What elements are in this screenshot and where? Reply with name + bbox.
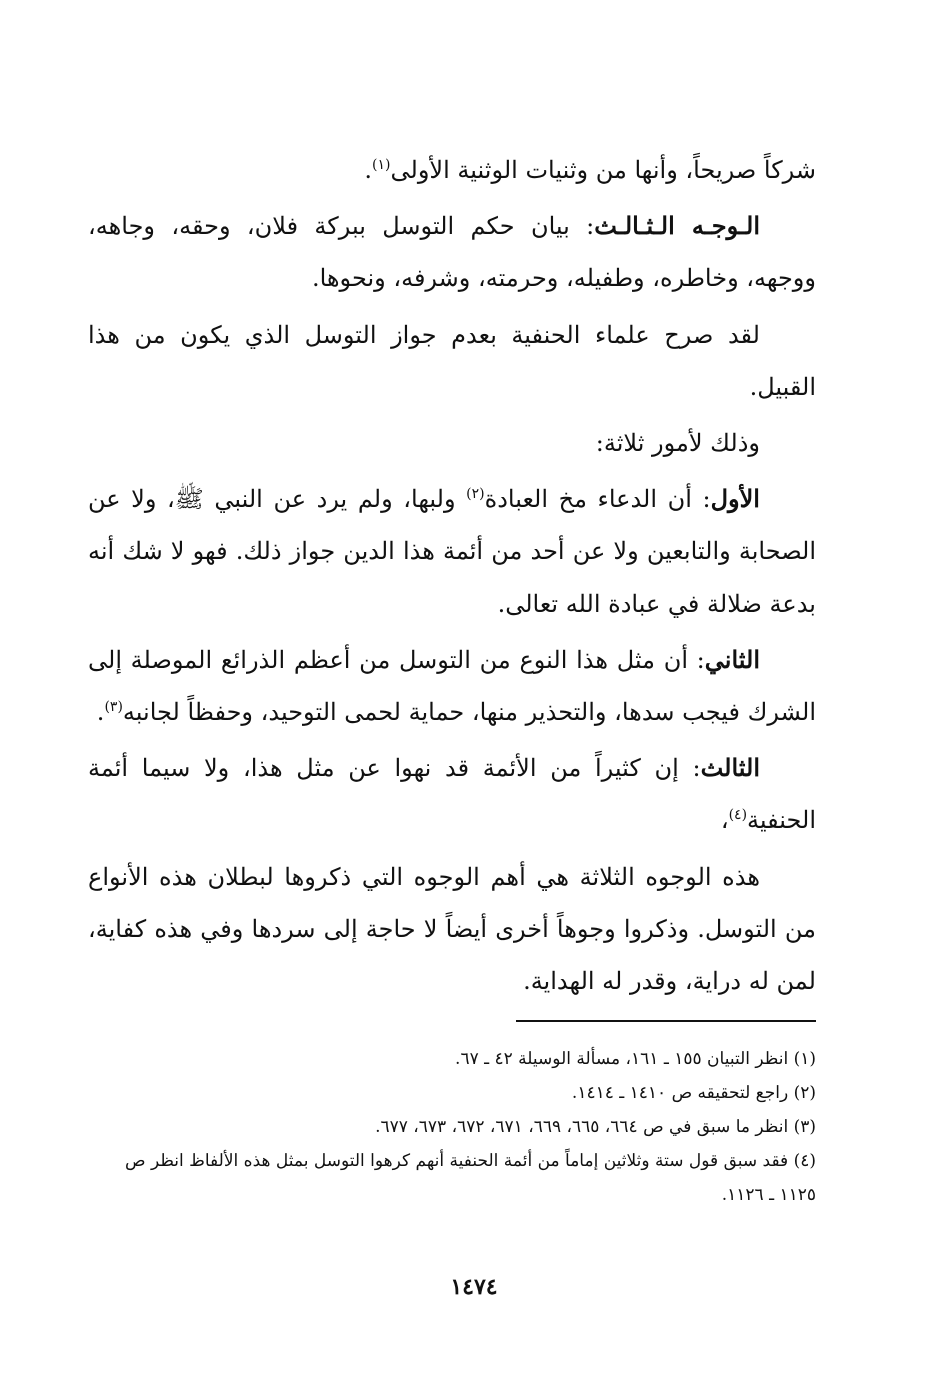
main-text [88,144,816,1007]
footnote-ref-4: (٤) [728,807,748,824]
text-segment: : أن مثل هذا النوع من التوسل من أعظم الذرائع الموصلة إلى الشرك فيجب سدها، والتحذير منها، حماية لحمى التوحيد، وحفظاً لجانبه [88,645,816,727]
text-segment: . [364,156,373,184]
text-segment: هذه الوجوه الثلاثة هي أهم الوجوه التي ذكروها لبطلان هذه الأنواع من التوسل. وذكروا وجوهاً أخرى أيضاً لا حاجة إلى سردها وفي هذه كفاية، لمن له دراية، وقدر له الهداية. [88,862,816,996]
footnote-ref-2: (٢) [466,486,485,503]
point-heading-first: الأول [710,484,760,514]
text-segment: : بيان حكم التوسل ببركة فلان، وحقه، وجاهه، ووجهه، وخاطره، وطفيله، وحرمته، وشرفه، ونحوها. [88,212,816,293]
text-segment: : أن الدعاء مخ العبادة [484,485,711,514]
paragraph-4 [88,417,816,469]
text-segment: . [96,698,105,727]
footnotes [88,1042,816,1212]
paragraph-7 [88,742,816,846]
footnote-1: (١) انظر التبيان ١٥٥ ـ ١٦١، مسألة الوسيلة ٤٢ ـ ٦٧. [455,1049,816,1069]
paragraph-5 [88,473,816,630]
section-heading-third-aspect: الـوجـه الـثـالـث [594,211,761,241]
paragraph-3 [88,309,816,413]
paragraph-1 [88,144,816,196]
footnote-ref-3: (٣) [104,699,123,716]
point-heading-second: الثاني [704,644,760,674]
page-number: ١٤٧٤ [450,1274,498,1300]
footnote-3: (٣) انظر ما سبق في ص ٦٦٤، ٦٦٥، ٦٦٩، ٦٧١، ٦٧٢، ٦٧٣، ٦٧٧. [375,1117,816,1137]
footnote-4: (٤) فقد سبق قول ستة وثلاثين إماماً من أئمة الحنفية أنهم كرهوا التوسل بمثل هذه الألفاظ انظر ص ١١٢٥ ـ ١١٢٦. [125,1151,816,1205]
footnote-2: (٢) راجع لتحقيقه ص ١٤١٠ ـ ١٤١٤. [571,1083,816,1103]
paragraph-6 [88,634,816,738]
footnote-ref-1: (١) [372,157,391,173]
footnote-divider [516,1020,816,1022]
text-segment: ولبها، ولم يرد عن النبي ﷺ، ولا عن الصحابة والتابعين ولا عن أحد من أئمة هذا الدين جواز ذلك. فهو لا شك أنه بدعة ضلالة في عبادة الله تعالى. [88,485,816,618]
text-segment: ، [720,806,729,835]
text-segment: : إن كثيراً من الأئمة قد نهوا عن مثل هذا، ولا سيما أئمة الحنفية [88,754,816,835]
text-segment: لقد صرح علماء الحنفية بعدم جواز التوسل الذي يكون من هذا القبيل. [88,320,816,401]
paragraph-8 [88,851,816,1008]
text-segment: شركاً صريحاً، وأنها من وثنيات الوثنية الأولى [390,156,816,184]
text-segment: وذلك لأمور ثلاثة: [595,429,760,458]
paragraph-2 [88,200,816,304]
point-heading-third: الثالث [700,753,760,783]
